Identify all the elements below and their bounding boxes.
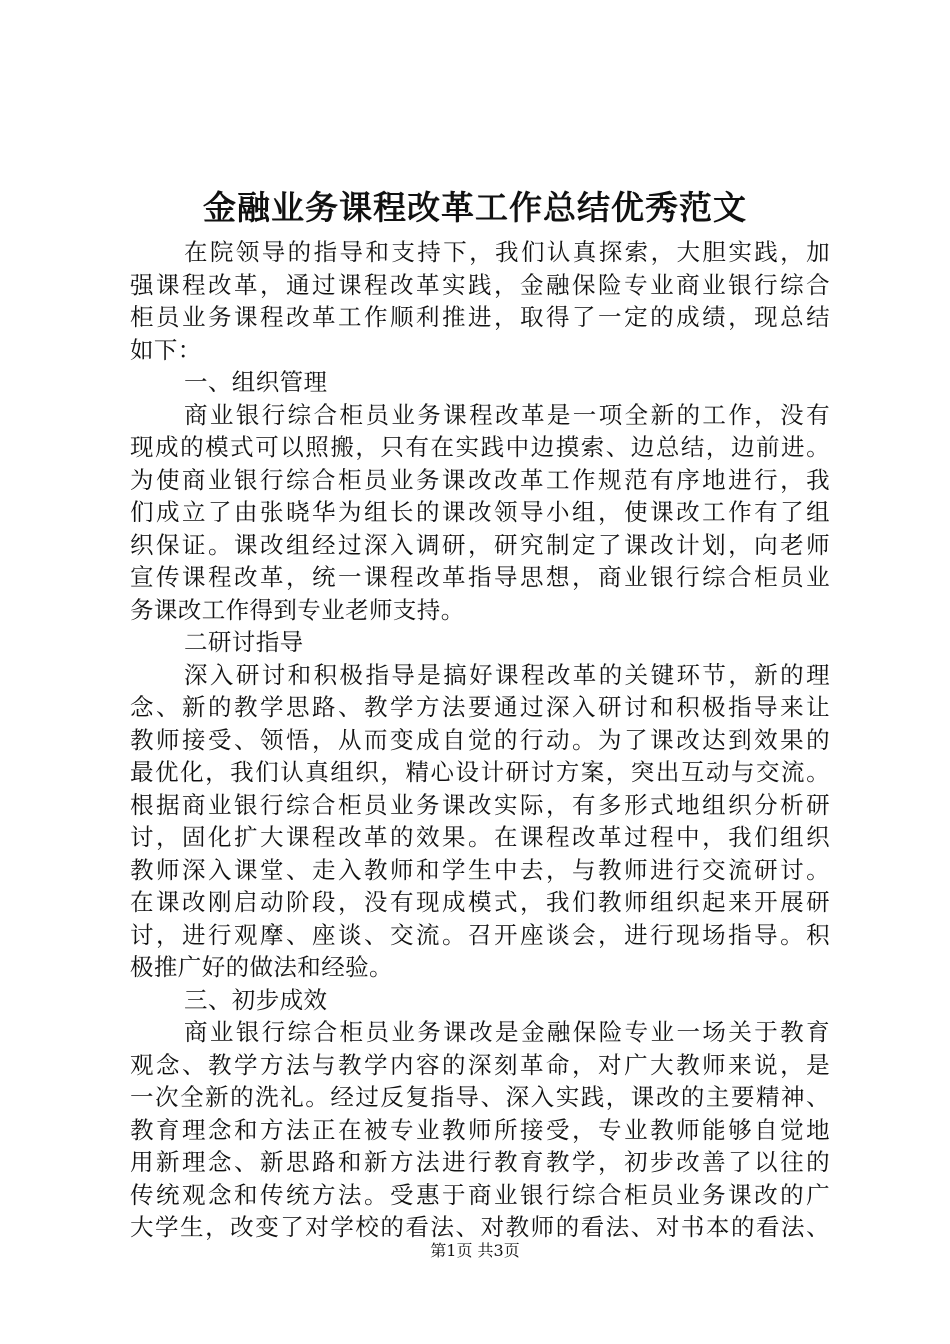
body-text-line: 用新理念、新思路和新方法进行教育教学，初步改善了以往的 (130, 1148, 830, 1176)
body-text-line: 们成立了由张晓华为组长的课改领导小组，使课改工作有了组 (130, 498, 830, 526)
body-text-line: 观念、教学方法与教学内容的深刻革命，对广大教师来说，是 (130, 1050, 830, 1079)
section-heading: 二研讨指导 (184, 628, 304, 656)
body-text-line: 大学生，改变了对学校的看法、对教师的看法、对书本的看法、 (130, 1213, 830, 1241)
body-text-line: 讨，进行观摩、座谈、交流。召开座谈会，进行现场指导。积 (130, 920, 830, 949)
body-text-line: 为使商业银行综合柜员业务课改改革工作规范有序地进行，我 (130, 465, 830, 494)
body-text-line: 柜员业务课程改革工作顺利推进，取得了一定的成绩，现总结 (130, 303, 830, 331)
body-text-line: 念、新的教学思路、教学方法要通过深入研讨和积极指导来让 (130, 693, 830, 721)
body-text-line: 强课程改革，通过课程改革实践，金融保险专业商业银行综合 (130, 270, 830, 299)
body-text-line: 织保证。课改组经过深入调研，研究制定了课改计划，向老师 (130, 530, 830, 559)
body-text-line: 宣传课程改革，统一课程改革指导思想，商业银行综合柜员业 (130, 563, 830, 591)
body-text-line: 极推广好的做法和经验。 (130, 953, 393, 981)
body-text-line: 传统观念和传统方法。受惠于商业银行综合柜员业务课改的广 (130, 1180, 830, 1209)
body-text-line: 在院领导的指导和支持下，我们认真探索，大胆实践，加 (184, 238, 830, 266)
body-text-line: 讨，固化扩大课程改革的效果。在课程改革过程中，我们组织 (130, 823, 830, 851)
body-text-line: 教育理念和方法正在被专业教师所接受，专业教师能够自觉地 (130, 1115, 830, 1144)
body-text-line: 根据商业银行综合柜员业务课改实际，有多形式地组织分析研 (130, 790, 830, 819)
body-text-line: 商业银行综合柜员业务课改是金融保险专业一场关于教育 (184, 1018, 830, 1046)
body-text-line: 深入研讨和积极指导是搞好课程改革的关键环节，新的理 (184, 660, 830, 689)
document-title: 金融业务课程改革工作总结优秀范文 (203, 188, 747, 227)
body-text-line: 教师深入课堂、走入教师和学生中去，与教师进行交流研讨。 (130, 855, 830, 884)
body-text-line: 最优化，我们认真组织，精心设计研讨方案，突出互动与交流。 (130, 758, 830, 786)
body-text-line: 如下： (130, 335, 202, 364)
section-heading: 三、初步成效 (184, 985, 328, 1014)
document-body (130, 236, 830, 1244)
body-text-line: 教师接受、领悟，从而变成自觉的行动。为了课改达到效果的 (130, 725, 830, 754)
body-text-line: 务课改工作得到专业老师支持。 (130, 595, 465, 624)
body-text-line: 商业银行综合柜员业务课程改革是一项全新的工作，没有 (184, 400, 830, 429)
page-footer: 第1页 共3页 (430, 1241, 520, 1260)
body-text-line: 现成的模式可以照搬，只有在实践中边摸索、边总结，边前进。 (130, 433, 830, 461)
body-text-line: 一次全新的洗礼。经过反复指导、深入实践，课改的主要精神、 (130, 1083, 830, 1111)
section-heading: 一、组织管理 (184, 368, 328, 396)
body-text-line: 在课改刚启动阶段，没有现成模式，我们教师组织起来开展研 (130, 888, 830, 916)
